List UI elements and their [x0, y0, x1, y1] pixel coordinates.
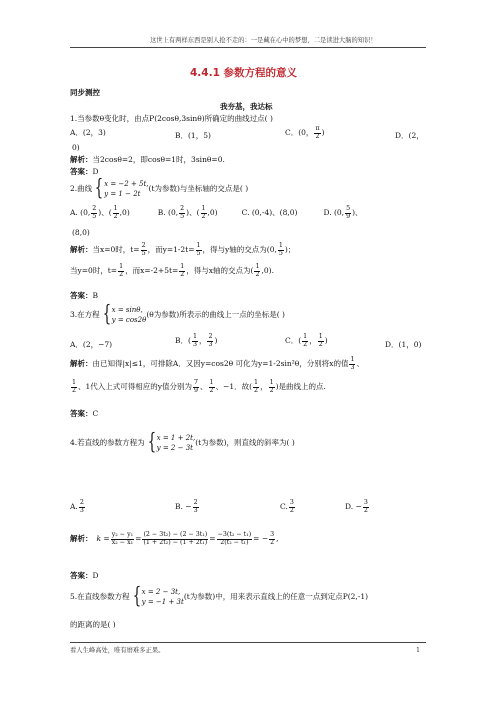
n: −3(t₂ − t₁)	[217, 531, 252, 538]
q4-suffix: (t为参数)，则直线的斜率为( )	[195, 438, 295, 448]
t: C．(	[285, 336, 302, 346]
answer-label: 答案：	[70, 291, 93, 300]
d: 9	[194, 386, 199, 394]
n: y₂ − y₁	[111, 531, 134, 538]
n: 3	[289, 499, 294, 506]
d: 2	[303, 340, 308, 348]
f	[141, 243, 147, 257]
q4-solution: 解析： k = $\frac{\text{y₂ − y₁}}{\text{x₂ − x₁}}$ = $\frac{\text{(2 − 3t₂) − (2 − 3t₁)}}{\text{(1 + 2t₂) − (1 + 2t₁)}}$ = $\frac{\text{−3(t₂ − t₁)}}{\text{2(t₂ − t₁)}}$ = − $\frac{3}{2}$ ,	[70, 531, 279, 546]
d: x₂ − x₁	[111, 538, 134, 546]
d: 2	[119, 270, 124, 278]
d: 3	[208, 340, 213, 348]
t: )是曲线上的点.	[275, 382, 326, 392]
n: 2	[208, 333, 213, 340]
d: 5	[92, 212, 97, 220]
q3-option-d: D．(1，0)	[385, 340, 422, 349]
f	[207, 334, 213, 348]
d: 2	[363, 506, 368, 514]
d: 9	[346, 212, 351, 220]
q2-option-d-cont: (8,0)	[72, 228, 90, 237]
f	[318, 334, 324, 348]
d: 2	[270, 538, 275, 546]
f	[111, 532, 134, 546]
n: 2	[193, 499, 198, 506]
t: )；	[284, 245, 296, 255]
page-title: 4.4.1 参数方程的意义	[190, 67, 298, 79]
q5-stem	[70, 586, 368, 608]
n: 1	[318, 333, 323, 340]
slope-symbol: k =	[96, 534, 110, 544]
q4-option-c	[280, 500, 296, 514]
q2-option-c: C. (0,-4)、(8,0)	[241, 208, 298, 218]
q5-suffix: (t为参数)中，用来表示直线上的任意一点到定点P(2,-1)	[183, 592, 369, 602]
n: 1	[192, 333, 197, 340]
solution-label: 解析：	[70, 359, 93, 369]
q2-options	[70, 206, 363, 220]
q5-stem-cont: 的距离的是( )	[70, 620, 116, 629]
eq-line: x = −2 + 5t,	[104, 179, 149, 188]
d: 5	[141, 249, 146, 257]
t: ,0)	[207, 208, 218, 218]
q1-option-c	[285, 126, 325, 140]
t: ，得与y轴的交点为(0,	[202, 245, 277, 255]
d: 5	[196, 249, 201, 257]
t: ，得与x轴的交点为(	[186, 266, 254, 276]
q1-option-c-text: C．(0，	[285, 128, 314, 138]
q4-prefix: 4.若直线的参数方程为	[70, 438, 145, 448]
q1-options	[70, 128, 106, 137]
q4-option-a	[70, 500, 86, 514]
brace-icon: {	[147, 430, 156, 455]
q2-option-a	[70, 206, 130, 220]
answer-value: C	[92, 409, 99, 418]
f	[201, 206, 207, 220]
q3-prefix: 3.在方程	[70, 310, 100, 320]
q2-prefix: 2.曲线	[70, 184, 93, 194]
n: 1	[180, 263, 185, 270]
t: )、	[352, 208, 363, 218]
n: 1	[209, 379, 214, 386]
q1-option-b: B．(1，5)	[175, 131, 211, 140]
q4-option-b	[175, 500, 200, 514]
n: (2 − 3t₂) − (2 − 3t₁)	[143, 531, 208, 538]
n: 3	[363, 499, 368, 506]
n: 2	[79, 499, 84, 506]
n: 1	[303, 333, 308, 340]
t: 当y=0时，t=	[70, 266, 118, 276]
eq-line: y = cos2θ	[111, 316, 147, 324]
d: 2	[255, 270, 260, 278]
d: 2	[209, 386, 214, 394]
n: 1	[269, 379, 274, 386]
n: 2	[92, 205, 97, 212]
n: 5	[346, 205, 351, 212]
t: B. (0,	[157, 208, 179, 218]
t: 、	[200, 382, 208, 392]
t: ,0).	[261, 266, 274, 276]
answer-label: 答案：	[70, 409, 93, 418]
answer-value: D	[92, 167, 99, 176]
solution-text: 当2cosθ=2，即cosθ=1时，3sinθ=0.	[92, 155, 225, 164]
f	[91, 206, 97, 220]
q3-equation-system	[112, 305, 147, 326]
header-rule	[70, 47, 426, 48]
t: = −	[253, 534, 269, 544]
n: 1	[119, 263, 124, 270]
q5-equation-system	[142, 587, 184, 608]
f	[209, 380, 215, 394]
f	[289, 500, 295, 514]
t: B．(	[175, 336, 191, 346]
f	[79, 500, 85, 514]
d: 2	[113, 212, 118, 220]
q2-stem	[70, 178, 248, 200]
eq-line: x = 2 − 3t,	[141, 587, 181, 596]
t: )、(	[186, 208, 200, 218]
q2-equation-system	[104, 179, 148, 200]
q2-solution-line1	[70, 243, 295, 257]
n: 1	[255, 263, 260, 270]
solution-label: 解析：	[70, 155, 93, 164]
f	[278, 243, 284, 257]
n: 2	[180, 205, 185, 212]
q1-answer	[70, 167, 99, 176]
q1-option-c-fraction	[314, 126, 320, 140]
t: ,0)	[119, 208, 130, 218]
f	[254, 264, 260, 278]
n: 1	[350, 356, 355, 363]
q3-answer	[70, 409, 98, 418]
n: 7	[194, 379, 199, 386]
q1-solution	[70, 155, 225, 164]
q3-option-c: C．( $\frac{1}{2}$ ， $\frac{1}{2}$ )	[285, 333, 328, 348]
f	[193, 380, 199, 394]
f	[269, 532, 275, 546]
f	[253, 380, 259, 394]
f	[302, 334, 308, 348]
f	[71, 380, 77, 394]
q4-stem	[70, 432, 295, 454]
eq-line: y = 1 − 2t	[104, 190, 141, 198]
q1-option-c-end: )	[321, 128, 325, 138]
t: 由已知得|x|≤1，可排除A．又因y=cos2θ 可化为y=1-2sin²θ，分别将x的值	[92, 359, 349, 369]
t: D. (0,	[323, 208, 345, 218]
d: 5	[278, 249, 283, 257]
f	[269, 380, 275, 394]
q2-option-b	[158, 206, 218, 220]
section-heading: 同步测控	[70, 88, 100, 97]
n: 1	[196, 242, 201, 249]
d: 2	[254, 386, 259, 394]
n: 1	[72, 379, 77, 386]
d: 3	[193, 506, 198, 514]
solution-label: 解析：	[70, 534, 93, 544]
t: )	[214, 336, 218, 346]
answer-label: 答案：	[70, 167, 93, 176]
eq-line: x = 1 + 2t,	[156, 433, 196, 442]
n: 1	[201, 205, 206, 212]
q4-option-d	[345, 500, 370, 514]
d: 3	[350, 363, 355, 371]
d: 2	[180, 270, 185, 278]
q1-option-a: A．(2，3)	[70, 128, 106, 137]
t: ，而x=-2+5t=	[125, 266, 179, 276]
q3-solution-line1	[70, 357, 364, 371]
d: 3	[79, 506, 84, 514]
t: D. −	[345, 502, 362, 512]
f	[345, 206, 351, 220]
f	[363, 500, 369, 514]
q2-suffix: (t为参数)与坐标轴的交点是( )	[148, 184, 249, 194]
q3-stem	[70, 304, 285, 326]
d: 2	[289, 506, 294, 514]
footer-rule	[70, 642, 426, 643]
d: (1 + 2t₂) − (1 + 2t₁)	[143, 538, 208, 546]
n: 1	[254, 379, 259, 386]
page-number: 1	[416, 647, 421, 654]
t: 、−1．故(	[215, 382, 253, 392]
d: 2	[201, 212, 206, 220]
page-header-text: 这世上有两样东西是别人抢不走的：一是藏在心中的梦想，二是读进大脑的知识！	[150, 37, 377, 44]
f	[113, 206, 119, 220]
f	[192, 334, 198, 348]
f	[179, 206, 185, 220]
t: )、(	[98, 208, 112, 218]
q3-suffix: (θ为参数)所表示的曲线上一点的坐标是( )	[146, 310, 285, 320]
q2-option-d	[323, 206, 362, 220]
q3-option-b: B．( $\frac{1}{3}$ ， $\frac{2}{3}$ )	[175, 333, 218, 348]
t: )	[324, 336, 328, 346]
q1-option-d: D．(2，	[395, 131, 424, 140]
f	[349, 357, 355, 371]
f	[118, 264, 124, 278]
t: 、1代入上式可得相应的y值分别为	[78, 382, 193, 392]
answer-label: 答案：	[70, 571, 93, 580]
f	[179, 264, 185, 278]
t: 当x=0时，t=	[92, 245, 140, 255]
brace-icon: {	[102, 302, 111, 327]
brace-icon: {	[94, 176, 104, 201]
footer-text: 看人生峰高处，唯有磨难多正果。	[70, 647, 165, 654]
frac-num: π	[315, 125, 320, 132]
eq-line: y = 2 − 3t	[156, 444, 193, 452]
eq-line: x = sinθ,	[111, 305, 143, 314]
f	[142, 532, 208, 546]
t: 、	[356, 359, 364, 369]
t: A. (0,	[70, 208, 91, 218]
answer-value: D	[92, 571, 99, 580]
f	[217, 532, 253, 546]
q2-solution-line2	[70, 264, 274, 278]
d: 2	[72, 386, 77, 394]
q3-solution-line2: $\frac{1}{2}$ 、1代入上式可得相应的y值分别为 $\frac{7}{9}$ 、 $\frac{1}{2}$ 、−1．故( $\frac{1}{2}$ ， $\frac{1}{2}$ )是曲线上的点.	[72, 379, 326, 394]
frac-den: 2	[315, 132, 320, 140]
n: 1	[113, 205, 118, 212]
d: 3	[192, 340, 197, 348]
t: A.	[70, 502, 78, 512]
d: 2(t₂ − t₁)	[220, 538, 249, 546]
t: C.	[280, 502, 288, 512]
subsection-heading: 我夯基，我达标	[220, 102, 273, 111]
f	[193, 500, 199, 514]
q4-equation-system	[157, 433, 196, 454]
solution-label: 解析：	[70, 245, 93, 255]
eq-line: y = −1 + 3t	[141, 598, 184, 606]
brace-icon: {	[132, 584, 141, 609]
d: 2	[269, 386, 274, 394]
q1-stem: 1.当参数θ变化时，由点P(2cosθ,3sinθ)所确定的曲线过点( )	[70, 114, 273, 123]
t: B. −	[175, 502, 192, 512]
n: 3	[270, 531, 275, 538]
d: 5	[180, 212, 185, 220]
q1-option-d-cont: 0)	[72, 143, 80, 152]
n: 1	[278, 242, 283, 249]
f	[196, 243, 202, 257]
q5-prefix: 5.在直线参数方程	[70, 592, 130, 602]
t: ，而y=1-2t=	[147, 245, 195, 255]
q3-option-a: A．(2，−7)	[70, 340, 113, 349]
n: 2	[141, 242, 146, 249]
d: 2	[318, 340, 323, 348]
answer-value: B	[92, 291, 99, 300]
q4-answer	[70, 571, 99, 580]
q2-answer	[70, 291, 98, 300]
